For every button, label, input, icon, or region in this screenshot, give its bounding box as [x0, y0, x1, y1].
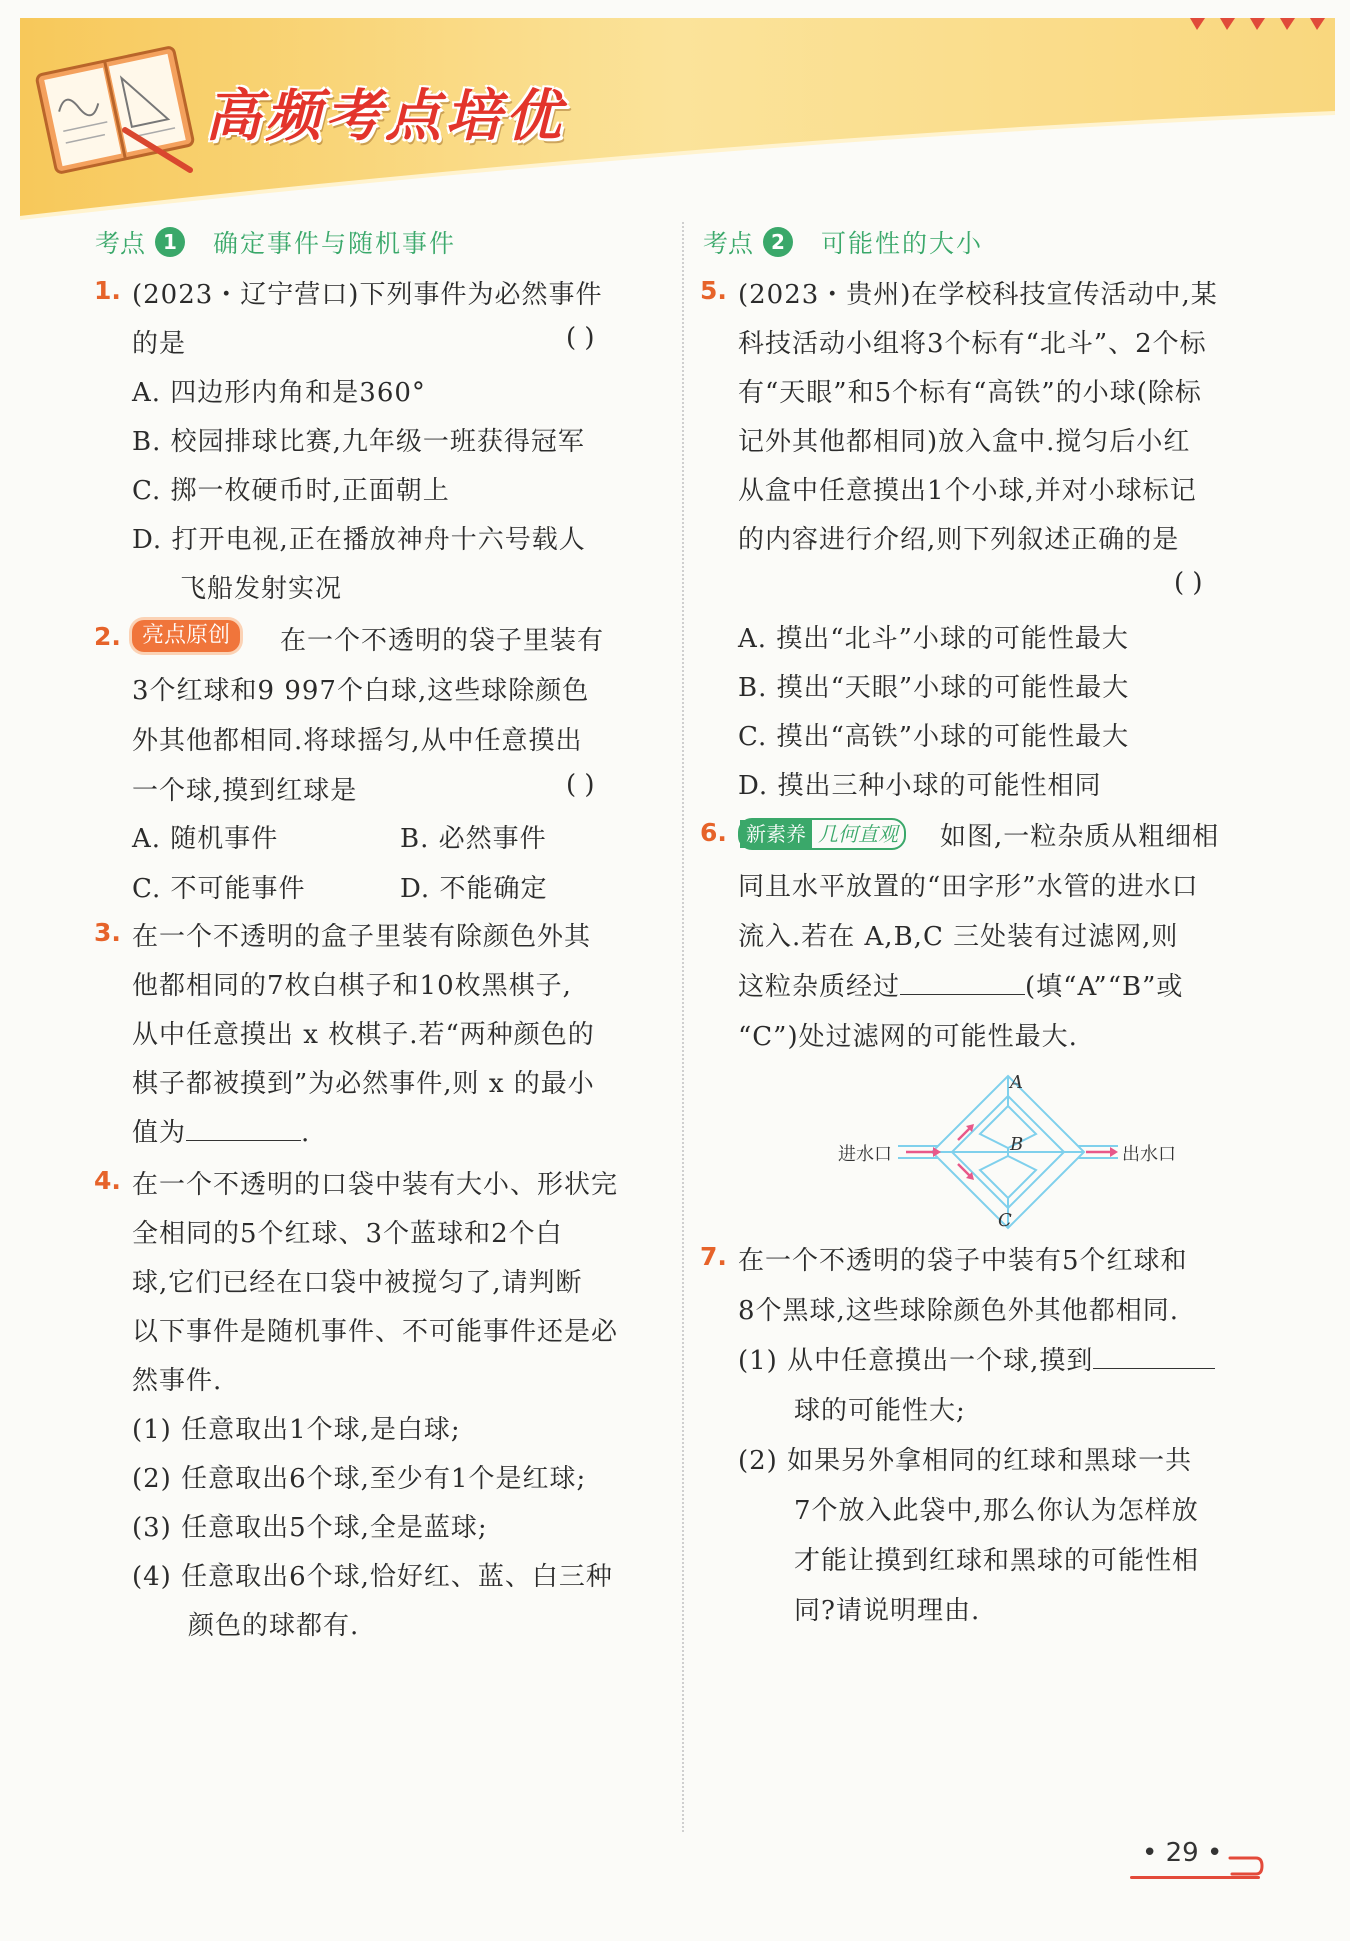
- q3-end: .: [301, 1118, 311, 1148]
- q1-option-d-cont: 飞船发射实况: [180, 574, 343, 604]
- literacy-tag: [738, 818, 906, 850]
- q6-line: 同且水平放置的“田字形”水管的进水口: [738, 872, 1199, 902]
- tag-label: 亮点原创: [132, 620, 240, 652]
- q7-line: 在一个不透明的袋子中装有5个红球和: [738, 1246, 1188, 1276]
- q7-sub-2: (2) 如果另外拿相同的红球和黑球一共: [738, 1446, 1193, 1476]
- q1-option-a: A. 四边形内角和是360°: [132, 378, 426, 408]
- q2-option-b: B. 必然事件: [400, 824, 547, 854]
- question-6-number: 6.: [700, 818, 727, 847]
- q3-line: 棋子都被摸到”为必然事件,则 x 的最小: [132, 1069, 595, 1099]
- q3-line: 他都相同的7枚白棋子和10枚黑棋子,: [132, 971, 572, 1001]
- section-1-heading: [95, 224, 456, 260]
- q6-fill-after: (填“A”“B”或: [1025, 972, 1184, 1002]
- point-c-label: C: [998, 1210, 1012, 1231]
- q3-line: 在一个不透明的盒子里装有除颜色外其: [132, 922, 592, 952]
- q2-option-c: C. 不可能事件: [132, 874, 306, 904]
- pipe-diagram: [838, 1070, 1176, 1231]
- q3-last-line: [132, 1112, 310, 1149]
- q4-line: 然事件.: [132, 1366, 223, 1396]
- q6-line: “C”)处过滤网的可能性最大.: [738, 1022, 1078, 1052]
- section-number: 1: [155, 227, 185, 257]
- q4-sub-3: (3) 任意取出5个球,全是蓝球;: [132, 1513, 488, 1543]
- page-number: • 29 •: [1142, 1838, 1223, 1868]
- q1-line: 的是: [132, 329, 187, 359]
- q2-option-d: D. 不能确定: [400, 874, 548, 904]
- q7-sub-1-cont: 球的可能性大;: [794, 1396, 966, 1426]
- q5-line: 从盒中任意摸出1个小球,并对小球标记: [738, 476, 1197, 506]
- q5-option-d: D. 摸出三种小球的可能性相同: [738, 771, 1102, 801]
- q1-option-b: B. 校园排球比赛,九年级一班获得冠军: [132, 427, 585, 457]
- q4-sub-4-cont: 颜色的球都有.: [188, 1611, 360, 1641]
- tag-part-b: 几何直观: [818, 822, 898, 846]
- section-prefix: 考点: [703, 229, 754, 258]
- q2-line: 3个红球和9 997个白球,这些球除颜色: [132, 676, 590, 706]
- answer-paren: ( ): [1174, 568, 1203, 598]
- question-5-number: 5.: [700, 276, 727, 305]
- q6-line: 流入.若在 A,B,C 三处装有过滤网,则: [738, 922, 1179, 952]
- q3-line: 值为: [132, 1118, 187, 1148]
- q7-sub: (1) 从中任意摸出一个球,摸到: [738, 1346, 1094, 1376]
- banner-title: 高频考点培优: [205, 84, 565, 149]
- q5-option-b: B. 摸出“天眼”小球的可能性最大: [738, 673, 1130, 703]
- q1-option-c: C. 掷一枚硬币时,正面朝上: [132, 476, 450, 506]
- q4-sub-2: (2) 任意取出6个球,至少有1个是红球;: [132, 1464, 587, 1494]
- notebook-icon: [30, 40, 200, 180]
- question-3-number: 3.: [94, 918, 121, 947]
- q5-line: (2023・贵州)在学校科技宣传活动中,某: [738, 280, 1218, 310]
- q3-line: 从中任意摸出 x 枚棋子.若“两种颜色的: [132, 1020, 595, 1050]
- answer-blank[interactable]: [186, 1140, 301, 1141]
- q5-option-c: C. 摸出“高铁”小球的可能性最大: [738, 722, 1130, 752]
- outlet-label: 出水口: [1122, 1144, 1176, 1165]
- q7-sub-2-cont: 7个放入此袋中,那么你认为怎样放: [794, 1496, 1199, 1526]
- section-title: 确定事件与随机事件: [213, 229, 457, 258]
- question-7-number: 7.: [700, 1242, 727, 1271]
- section-prefix: 考点: [95, 229, 146, 258]
- answer-blank[interactable]: [900, 994, 1025, 995]
- tag-part-a: 新素养: [740, 820, 812, 848]
- q6-line: 这粒杂质经过: [738, 972, 901, 1002]
- section-number: 2: [763, 227, 793, 257]
- point-b-label: B: [1010, 1134, 1024, 1155]
- question-2-number: 2.: [94, 622, 121, 651]
- q2-option-a: A. 随机事件: [132, 824, 279, 854]
- q2-line: 一个球,摸到红球是: [132, 776, 358, 806]
- point-a-label: A: [1010, 1072, 1023, 1093]
- answer-paren: ( ): [566, 323, 595, 353]
- q7-sub-2-cont: 才能让摸到红球和黑球的可能性相: [794, 1546, 1200, 1576]
- answer-blank[interactable]: [1093, 1368, 1215, 1369]
- column-divider: [682, 222, 684, 1832]
- q1-line: (2023・辽宁营口)下列事件为必然事件: [132, 280, 603, 310]
- section-2-heading: [703, 224, 983, 260]
- q5-line: 有“天眼”和5个标有“高铁”的小球(除标: [738, 378, 1202, 408]
- page-curl-icon: [1228, 1852, 1264, 1880]
- inlet-label: 进水口: [838, 1144, 892, 1165]
- q5-option-a: A. 摸出“北斗”小球的可能性最大: [738, 624, 1129, 654]
- q4-line: 以下事件是随机事件、不可能事件还是必: [132, 1317, 619, 1347]
- q5-line: 科技活动小组将3个标有“北斗”、2个标: [738, 329, 1207, 359]
- q6-fill-line: [738, 966, 1183, 1003]
- question-4-number: 4.: [94, 1166, 121, 1195]
- question-1-number: 1.: [94, 276, 121, 305]
- q7-sub-2-cont: 同?请说明理由.: [794, 1596, 981, 1626]
- original-tag: [132, 620, 240, 652]
- q5-line: 的内容进行介绍,则下列叙述正确的是: [738, 525, 1180, 555]
- q4-sub-1: (1) 任意取出1个球,是白球;: [132, 1415, 461, 1445]
- q6-line: 如图,一粒杂质从粗细相: [940, 822, 1220, 852]
- q7-line: 8个黑球,这些球除颜色外其他都相同.: [738, 1296, 1180, 1326]
- q2-line: 外其他都相同.将球摇匀,从中任意摸出: [132, 726, 583, 756]
- q4-line: 全相同的5个红球、3个蓝球和2个白: [132, 1219, 563, 1249]
- section-title: 可能性的大小: [821, 229, 984, 258]
- q4-line: 球,它们已经在口袋中被搅匀了,请判断: [132, 1268, 583, 1298]
- q1-option-d: D. 打开电视,正在播放神舟十六号载人: [132, 525, 586, 555]
- q2-line: 在一个不透明的袋子里装有: [280, 626, 605, 656]
- q5-line: 记外其他都相同)放入盒中.搅匀后小红: [738, 427, 1191, 457]
- q4-sub-4: (4) 任意取出6个球,恰好红、蓝、白三种: [132, 1562, 613, 1592]
- q7-sub-1-line: [738, 1340, 1215, 1377]
- answer-paren: ( ): [566, 770, 595, 800]
- q4-line: 在一个不透明的口袋中装有大小、形状完: [132, 1170, 619, 1200]
